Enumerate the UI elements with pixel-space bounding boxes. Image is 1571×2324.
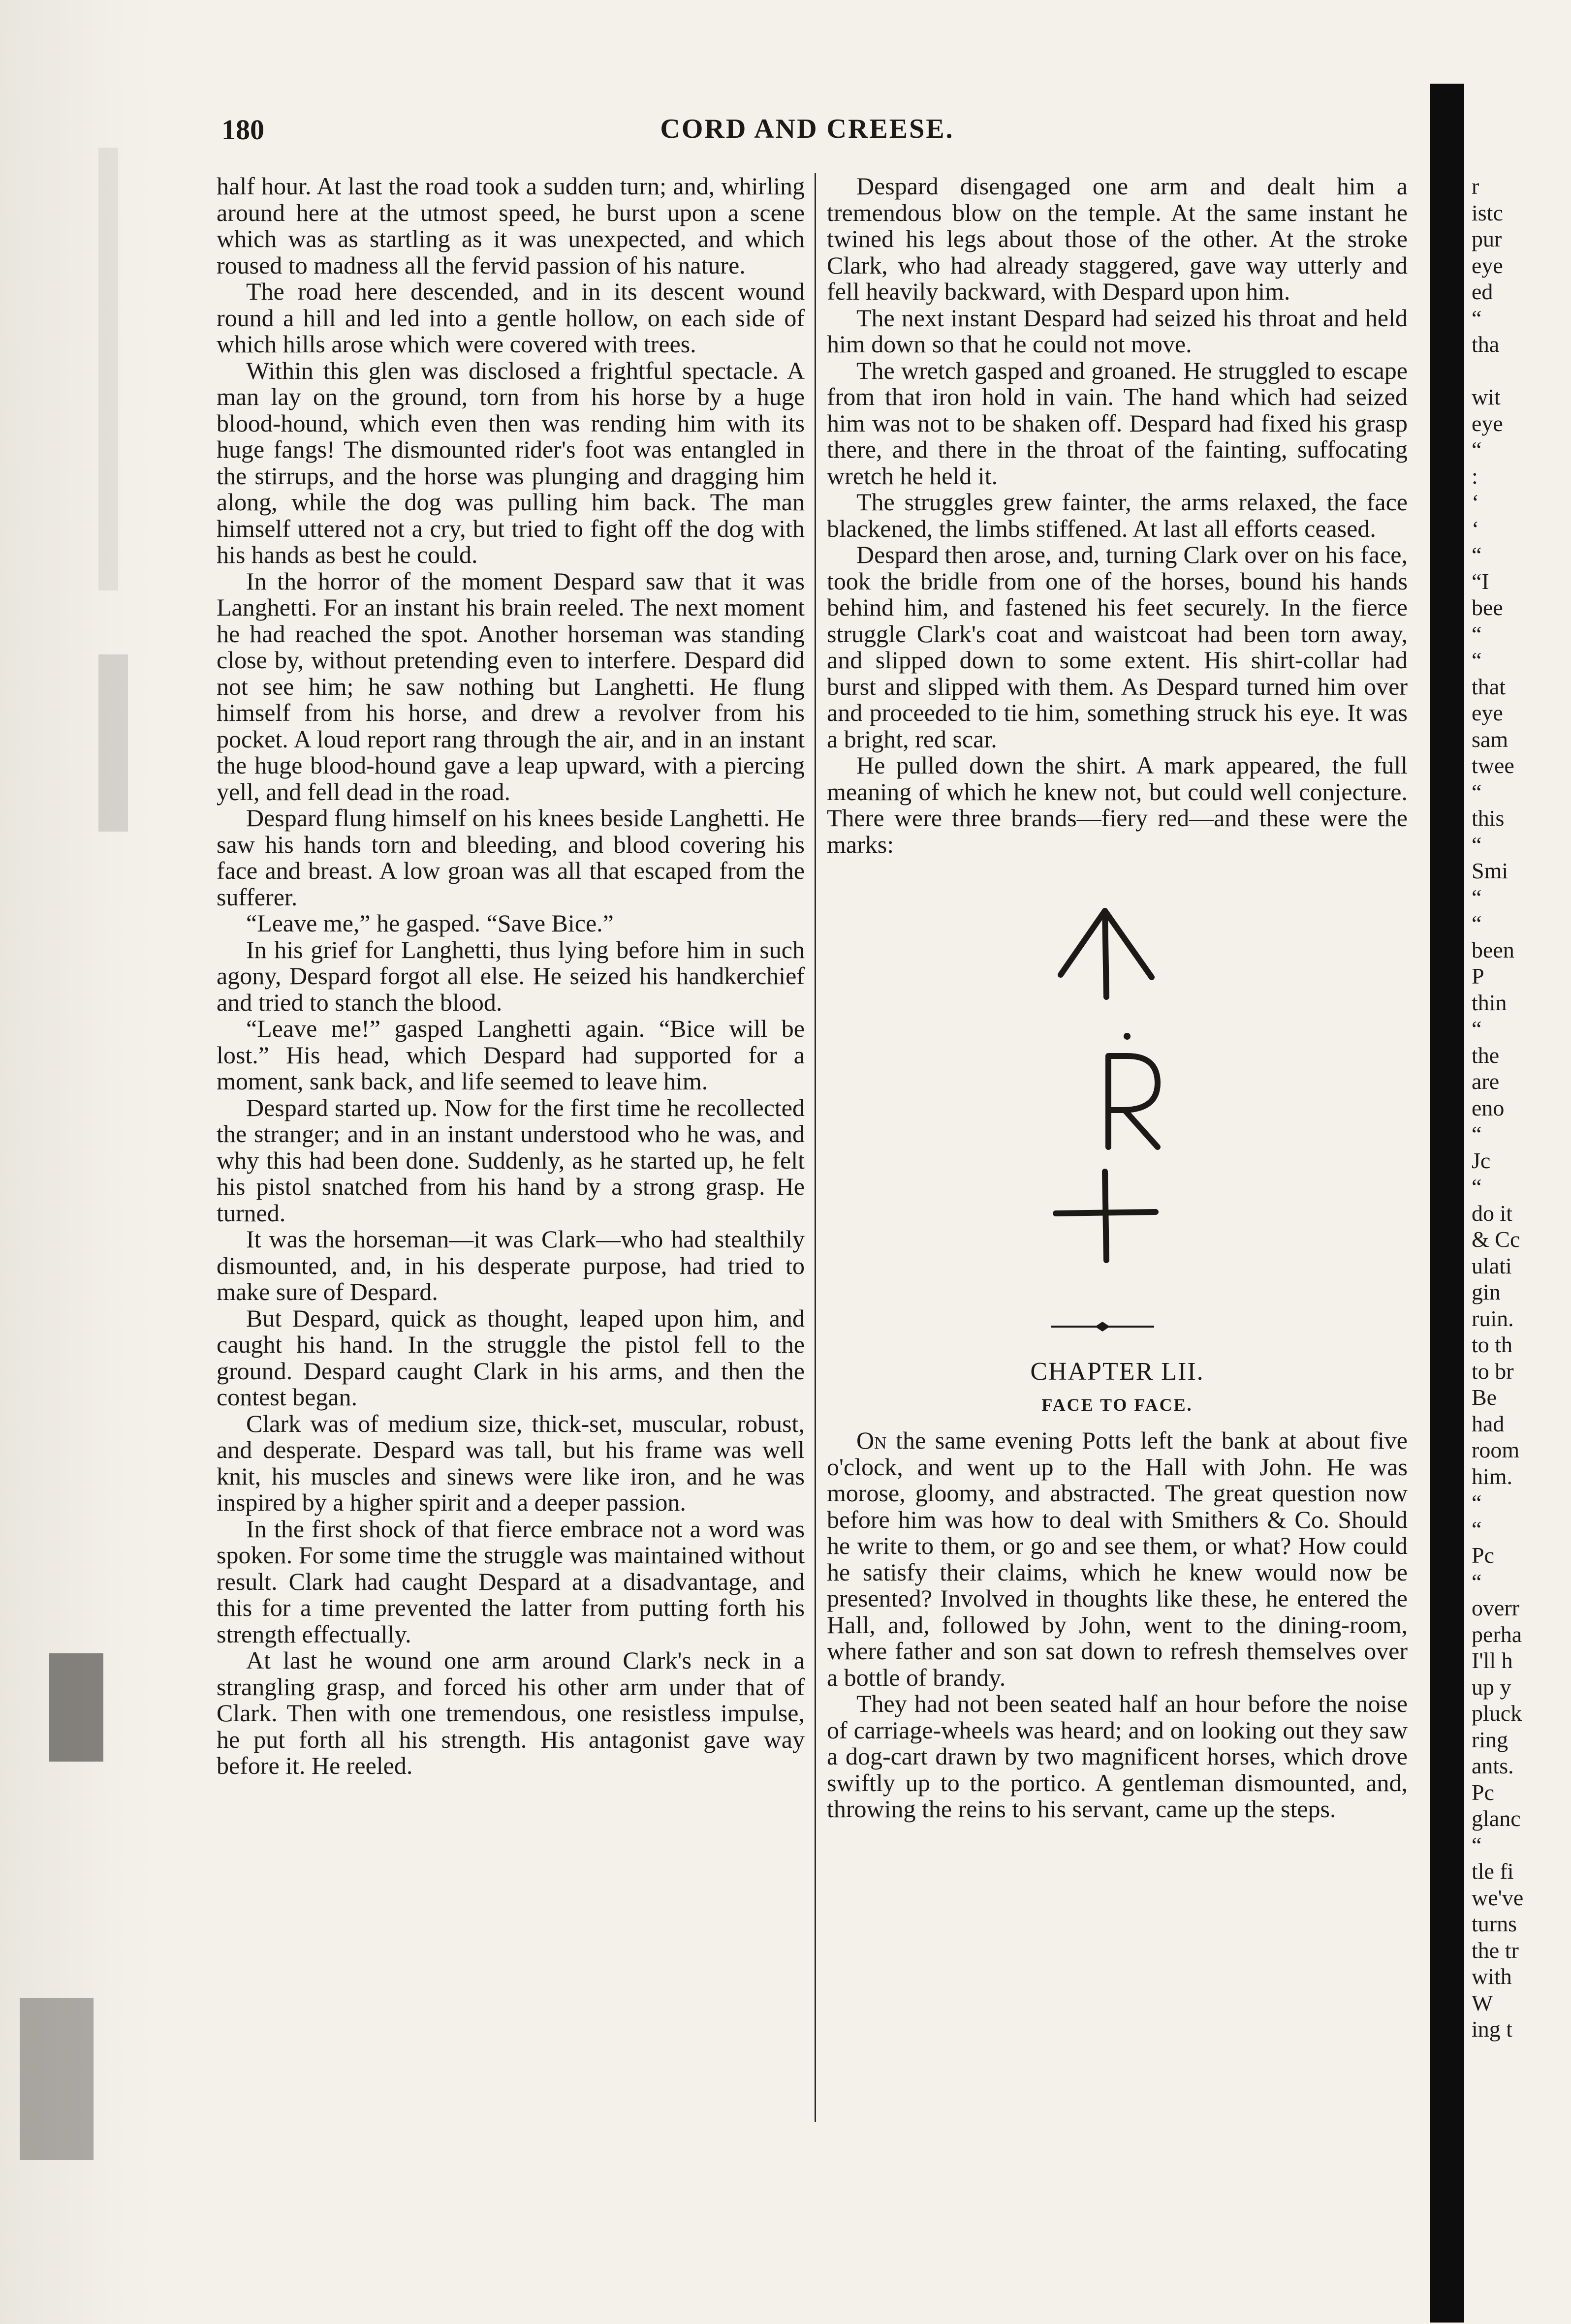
fragment-line: tle fi [1472,1859,1514,1884]
chapter-title: CHAPTER LII. [1030,1358,1204,1386]
fragment-line: “ [1472,437,1482,462]
paragraph [827,542,1408,752]
fragment-line: ruin. [1472,1305,1514,1331]
left-text-column [217,173,805,1779]
fragment-line: “ [1472,832,1482,857]
fragment-line: r [1472,174,1479,199]
brand-marks-svg [827,862,1408,1418]
fragment-line: room [1472,1437,1520,1462]
fragment-line: tha [1472,332,1500,357]
fragment-line: “ [1472,1569,1482,1594]
fragment-line: to br [1472,1358,1514,1384]
fragment-line: pur [1472,226,1502,251]
fragment-line: “I [1472,568,1489,594]
fragment-line: ants. [1472,1753,1514,1778]
fragment-line: twee [1472,753,1514,778]
column-rule [815,173,816,2122]
fragment-line: we've [1472,1885,1524,1910]
fragment-line: with [1472,1964,1512,1989]
fragment-line: Jc [1472,1147,1491,1173]
fragment-line: eno [1472,1095,1505,1120]
fragment-line: eye [1472,410,1503,436]
fragment-line: “ [1472,1516,1482,1542]
fragment-line: been [1472,937,1514,962]
fragment-line: this [1472,806,1505,831]
fragment-line: “ [1472,305,1482,331]
paragraph-text: In the first shock of that fierce embrace not a word was spoken. For some time the struggle was maintained without result. Clark had caught Despard at a disadvantage, and this for a time prevented the latter from putting forth his strength effectually. [217,1515,805,1648]
paragraph-text: The wretch gasped and groaned. He struggled to escape from that iron hold in vain. The hand which had seized him was not to be shaken off. Despard had fixed his grasp there, and there in the throat of the fainting, suffocating wretch he held it. [827,356,1408,490]
paragraph [827,1427,1408,1691]
paragraph-text: At last he wound one arm around Clark's neck in a strangling grasp, and forced his other arm under that of Clark. Then with one tremendous, one resistless impulse, he put forth all his strength. His antagonist gave way before it. He reeled. [217,1646,805,1779]
paragraph [217,1305,805,1411]
opening-words: On [856,1426,887,1454]
paragraph [217,1516,805,1648]
paragraph-text: “Leave me!” gasped Langhetti again. “Bice will be lost.” His head, which Despard had supported for a moment, sank back, and life seemed to leave him. [217,1015,805,1095]
brand-marks-figure [827,862,1408,1418]
paragraph-text: Despard disengaged one arm and dealt him a tremendous blow on the temple. At the same instant he twined his legs about those of the other. At the stroke Clark, who had already staggered, gave way utterly and fell heavily backward, with Despard upon him. [827,172,1408,305]
fragment-line: turns [1472,1911,1517,1936]
fragment-line: P [1472,963,1484,989]
paragraph [217,279,805,358]
right-column-bottom-text [827,1427,1408,1823]
fragment-line: ‘ [1472,516,1479,541]
paragraph [827,305,1408,358]
fragment-line: “ [1472,1174,1482,1199]
fragment-line: up y [1472,1674,1511,1700]
paragraph [827,752,1408,858]
fragment-line: wit [1472,384,1501,409]
fragment-line: eye [1472,700,1503,725]
paragraph-text: Despard then arose, and, turning Clark over on his face, took the bridle from one of the horses, bound his hands behind him, and fastened his feet securely. In the fierce struggle Clark's coat and waistcoat had been torn away, and slipped down to some extent. His shirt-collar had burst and slipped with them. As Despard turned him over and proceeded to tie him, something struck his eye. It was a bright, red scar. [827,541,1408,753]
fragment-line: are [1472,1069,1500,1094]
fragment-line: Smi [1472,858,1508,883]
fragment-line: thin [1472,990,1507,1015]
fragment-line: ring [1472,1727,1508,1752]
fragment-line: “ [1472,911,1482,936]
fragment-line: gin [1472,1279,1501,1304]
page-number: 180 [221,114,264,146]
paragraph-text: Clark was of medium size, thick-set, muscular, robust, and desperate. Despard was tall, but his frame was well knit, his muscles and sinews were like iron, and he was inspired by a higher spirit and a deeper passion. [217,1409,805,1516]
fragment-line: “ [1472,1832,1482,1858]
chapter-subtitle: FACE TO FACE. [1041,1394,1193,1415]
paragraph [217,173,805,279]
ornament-diamond [1095,1322,1110,1332]
fragment-line: to th [1472,1332,1513,1357]
fragment-line: had [1472,1411,1505,1436]
fragment-line: bee [1472,595,1503,620]
fragment-line: glanc [1472,1806,1521,1831]
paragraph-text: The road here descended, and in its descent wound round a hill and led into a gentle hollow, on each side of which hills arose which were covered with trees. [217,278,805,358]
fragment-line: ed [1472,279,1493,304]
paragraph [217,910,805,937]
paragraph [217,1016,805,1095]
fragment-line: ing t [1472,2016,1513,2042]
paragraph [827,489,1408,542]
scan-left-margin [0,0,162,2324]
fragment-line: istc [1472,200,1503,225]
paragraph-text: Within this glen was disclosed a frightful spectacle. A man lay on the ground, torn from his horse by a huge blood-hound, which even then was rending him with its huge fangs! The dismounted rider's foot was entangled in the stirrups, and the horse was plunging and dragging him along, while the dog was pulling him back. The man himself uttered not a cry, but tried to fight off the dog with his hands as best he could. [217,356,805,568]
paragraph [827,358,1408,490]
fragment-line: sam [1472,726,1508,752]
page-binding-edge [1430,84,1464,2323]
paragraph-text: In his grief for Langhetti, thus lying before him in such agony, Despard forgot all else. He seized his handkerchief and tried to stanch the blood. [217,935,805,1016]
chapter-heading [827,1354,1408,1430]
paragraph-text: The next instant Despard had seized his throat and held him down so that he could not move. [827,304,1408,358]
fragment-line: perha [1472,1621,1522,1647]
fragment-line: do it [1472,1200,1513,1226]
right-text-column [827,173,1408,1823]
fragment-line: I'll h [1472,1648,1513,1673]
fragment-line: the tr [1472,1937,1519,1963]
paragraph-text: In the horror of the moment Despard saw that it was Langhetti. For an instant his brain reeled. The next moment he had reached the spot. Another horseman was standing close by, without pretending even to interfere. Despard did not see him; he saw nothing but Langhetti. He flung himself from his horse, and drew a revolver from his pocket. A loud report rang through the air, and in an instant the huge blood-hound gave a leap upward, with a piercing yell, and fell dead in the road. [217,567,805,806]
paragraph [217,1411,805,1516]
fragment-line: : [1472,463,1478,489]
fragment-line: eye [1472,252,1503,278]
scan-speckle [98,148,118,590]
paragraph-text: But Despard, quick as thought, leaped upon him, and caught his hand. In the struggle the pistol fell to the ground. Despard caught Clark in his arms, and then the contest began. [217,1304,805,1411]
paragraph-text: Despard started up. Now for the first time he recollected the stranger; and in an instant understood who he was, and why this had been done. Suddenly, as he started up, he felt his pistol snatched from his hand by a strong grasp. He turned. [217,1093,805,1227]
letter-r-mark [1108,1056,1158,1147]
fragment-line: “ [1472,1016,1482,1041]
fragment-line: that [1472,674,1506,699]
scan-speckle [20,1998,94,2160]
fragment-line [1472,358,1571,384]
right-column-top-text [827,173,1408,858]
paragraph-text: half hour. At last the road took a sudden turn; and, whirling around here at the utmost speed, he burst upon a scene which was as startling as it was unexpected, and which roused to madness all the fervid passion of his nature. [217,172,805,279]
fragment-line: & Cc [1472,1227,1520,1252]
paragraph-text: They had not been seated half an hour before the noise of carriage-wheels was heard; and on looking out they saw a dog-cart drawn by two magnificent horses, which drove swiftly up to the portico. A gentleman dismounted, and, throwing the reins to his servant, came up the steps. [827,1690,1408,1823]
paragraph-text: “Leave me,” he gasped. “Save Bice.” [246,909,614,937]
paragraph [217,1095,805,1227]
scan-speckle [98,654,128,832]
page-header [212,113,1403,153]
fragment-line: him. [1472,1463,1513,1489]
paragraph-text: The struggles grew fainter, the arms relaxed, the face blackened, the limbs stiffened. At last all efforts ceased. [827,488,1408,542]
fragment-line: pluck [1472,1701,1522,1726]
fragment-line: ‘ [1472,490,1479,515]
fragment-line: overr [1472,1595,1520,1620]
next-page-fragments [1472,173,1571,2141]
ink-dot [1124,1033,1131,1040]
running-title: CORD AND CREESE. [660,114,954,144]
paragraph [827,1691,1408,1823]
fragment-line: “ [1472,884,1482,910]
paragraph-text: He pulled down the shirt. A mark appeared, the full meaning of which he knew not, but could well conjecture. There were three brands—fiery red—and these were the marks: [827,751,1408,858]
fragment-line: “ [1472,648,1482,673]
fragment-line: “ [1472,542,1482,567]
fragment-line: the [1472,1042,1500,1068]
cross-mark [1056,1172,1156,1260]
fragment-line: “ [1472,1490,1482,1515]
paragraph [827,173,1408,305]
scan-speckle [49,1653,103,1762]
fragment-line: Pc [1472,1779,1494,1805]
arrow-mark [1061,911,1152,997]
paragraph [217,805,805,910]
fragment-line: ulati [1472,1253,1512,1278]
fragment-line: Pc [1472,1543,1494,1568]
paragraph-text: Despard flung himself on his knees beside Langhetti. He saw his hands torn and bleeding, and blood covering his face and breast. A low groan was all that escaped from the sufferer. [217,804,805,911]
fragment-line: “ [1472,779,1482,805]
paragraph [217,1647,805,1779]
paragraph-text: It was the horseman—it was Clark—who had stealthily dismounted, and, in his desperate purpose, had tried to make sure of Despard. [217,1225,805,1305]
fragment-line: “ [1472,1121,1482,1147]
fragment-line: W [1472,1990,1493,2015]
paragraph [217,937,805,1016]
paragraph-text: the same evening Potts left the bank at about five o'clock, and went up to the Hall with John. He was morose, gloomy, and abstracted. The great question now before him was how to deal with Smithers & Co. Should he write to them, or go and see them, or what? How could he satisfy their claims, which he knew would now be presented? Involved in thoughts like these, he entered the Hall, and, followed by John, went to the dining-room, where father and son sat down to refresh themselves over a bottle of brandy. [827,1426,1408,1691]
paragraph [217,358,805,568]
paragraph [217,1226,805,1305]
paragraph [217,568,805,806]
fragment-line: “ [1472,621,1482,647]
fragment-line: Be [1472,1385,1497,1410]
